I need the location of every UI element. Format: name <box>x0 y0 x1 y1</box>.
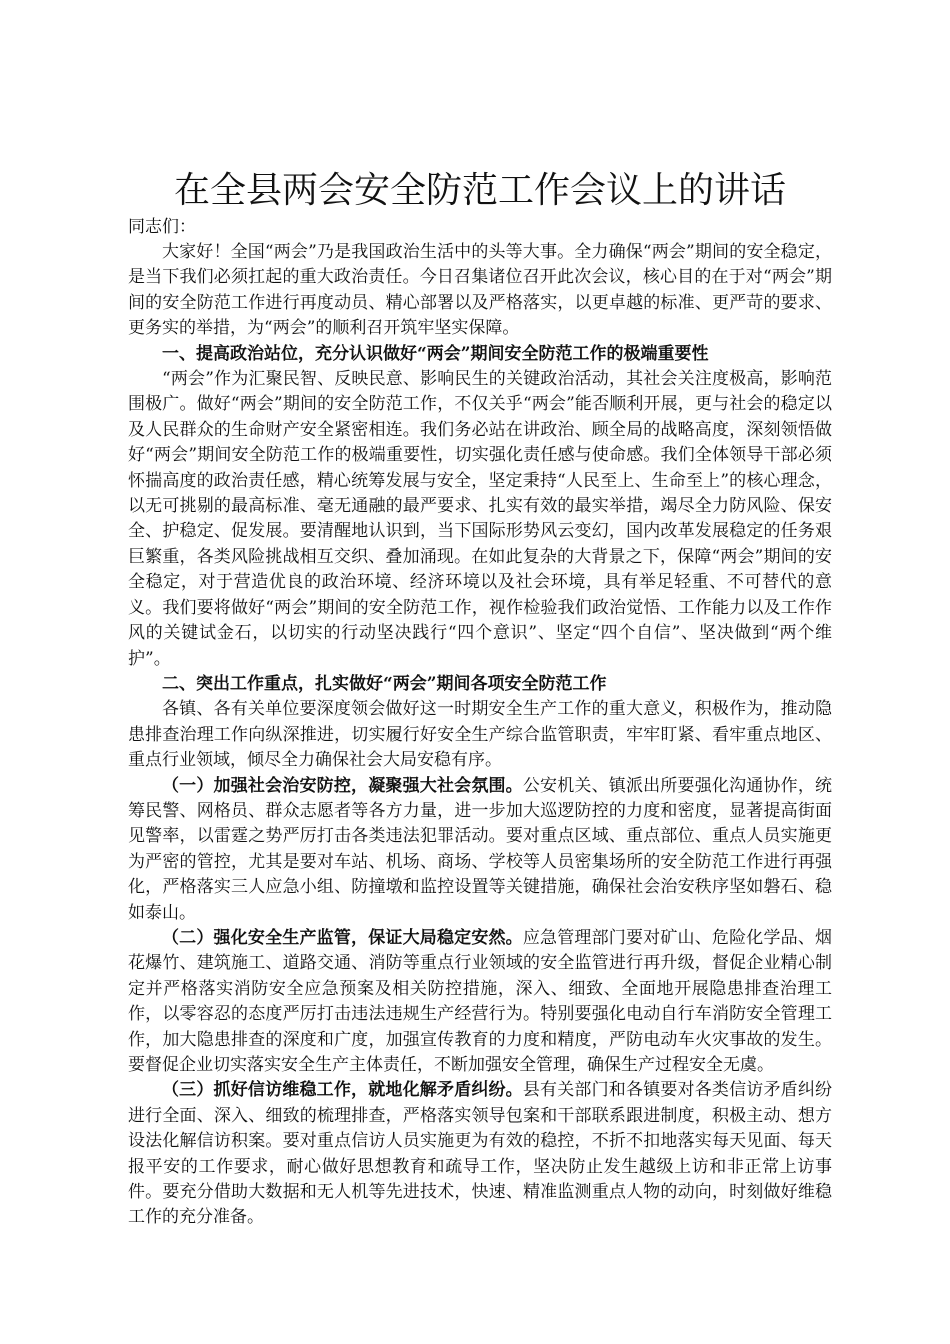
item1-body: 公安机关、镇派出所要强化沟通协作，统筹民警、网格员、群众志愿者等各方力量，进一步加大巡逻防控的力度和密度，显著提高街面见警率，以雷霆之势严厉打击各类违法犯罪活动。要对重点区域、重点部位、重点人员实施更为严密的管控，尤其是要对车站、机场、商场、学校等人员密集场所的安全防范工作进行再强化，严格落实三人应急小组、防撞墩和监控设置等关键措施，确保社会治安秩序坚如磐石、稳如泰山。 <box>128 775 833 923</box>
item3-body: 县有关部门和各镇要对各类信访矛盾纠纷进行全面、深入、细致的梳理排查，严格落实领导包案和干部联系跟进制度，积极主动、想方设法化解信访积案。要对重点信访人员实施更为有效的稳控，不折不扣地落实每天见面、每天报平安的工作要求，耐心做好思想教育和疏导工作，坚决防止发生越级上访和非正常上访事件。要充分借助大数据和无人机等先进技术，快速、精准监测重点人物的动向，时刻做好维稳工作的充分准备。 <box>128 1080 833 1228</box>
document-title: 在全县两会安全防范工作会议上的讲话 <box>173 170 786 211</box>
item2-paragraph <box>128 926 832 1078</box>
section2-paragraph: 各镇、各有关单位要深度领会做好这一时期安全生产工作的重大意义，积极作为，推动隐患排查治理工作向纵深推进，切实履行好安全生产综合监管职责，牢牢盯紧、看牢重点地区、重点行业领域，倾尽全力确保社会大局安稳有序。 <box>128 699 832 771</box>
item1-paragraph <box>128 774 832 926</box>
greeting: 同志们： <box>128 217 196 237</box>
item1-lead: （一）加强社会治安防控，凝聚强大社会氛围。 <box>162 775 523 796</box>
item2-lead: （二）强化安全生产监管，保证大局稳定安然。 <box>162 927 523 948</box>
section1-heading: 一、提高政治站位，充分认识做好“两会”期间安全防范工作的极端重要性 <box>162 343 709 364</box>
document-page <box>128 168 832 1231</box>
item2-body: 应急管理部门要对矿山、危险化学品、烟花爆竹、建筑施工、道路交通、消防等重点行业领域的安全监管进行再升级，督促企业精心制定并严格落实消防安全应急预案及相关防控措施，深入、细致、全面地开展隐患排查治理工作，以零容忍的态度严厉打击违法违规生产经营行为。特别要强化电动自行车消防安全管理工作，加大隐患排查的深度和广度，加强宣传教育的力度和精度，严防电动车火灾事故的发生。要督促企业切实落实安全生产主体责任，不断加强安全管理，确保生产过程安全无虞。 <box>128 927 833 1075</box>
item3-lead: （三）抓好信访维稳工作，就地化解矛盾纠纷。 <box>162 1080 523 1101</box>
section1-paragraph: “两会”作为汇聚民智、反映民意、影响民生的关键政治活动，其社会关注度极高，影响范围极广。做好“两会”期间的安全防范工作，不仅关乎“两会”能否顺利开展，更与社会的稳定以及人民群众的生命财产安全紧密相连。我们务必站在讲政治、顾全局的战略高度，深刻领悟做好“两会”期间安全防范工作的极端重要性，切实强化责任感与使命感。我们全体领导干部必须怀揣高度的政治责任感，精心统筹发展与安全，坚定秉持“人民至上、生命至上”的核心理念，以无可挑剔的最高标准、毫无通融的最严要求、扎实有效的最实举措，竭尽全力防风险、保安全、护稳定、促发展。要清醒地认识到，当下国际形势风云变幻，国内改革发展稳定的任务艰巨繁重，各类风险挑战相互交织、叠加涌现。在如此复杂的大背景之下，保障“两会”期间的安全稳定，对于营造优良的政治环境、经济环境以及社会环境，具有举足轻重、不可替代的意义。我们要将做好“两会”期间的安全防范工作，视作检验我们政治觉悟、工作能力以及工作作风的关键试金石，以切实的行动坚决践行“四个意识”、坚定“四个自信”、坚决做到“两个维护”。 <box>128 369 832 669</box>
section2-heading: 二、突出工作重点，扎实做好“两会”期间各项安全防范工作 <box>162 673 607 694</box>
intro-paragraph: 大家好！全国“两会”乃是我国政治生活中的头等大事。全力确保“两会”期间的安全稳定，是当下我们必须扛起的重大政治责任。今日召集诸位召开此次会议，核心目的在于对“两会”期间的安全防范工作进行再度动员、精心部署以及严格落实，以更卓越的标准、更严苛的要求、更务实的举措，为“两会”的顺利召开筑牢坚实保障。 <box>128 242 832 339</box>
item3-paragraph <box>128 1078 832 1230</box>
